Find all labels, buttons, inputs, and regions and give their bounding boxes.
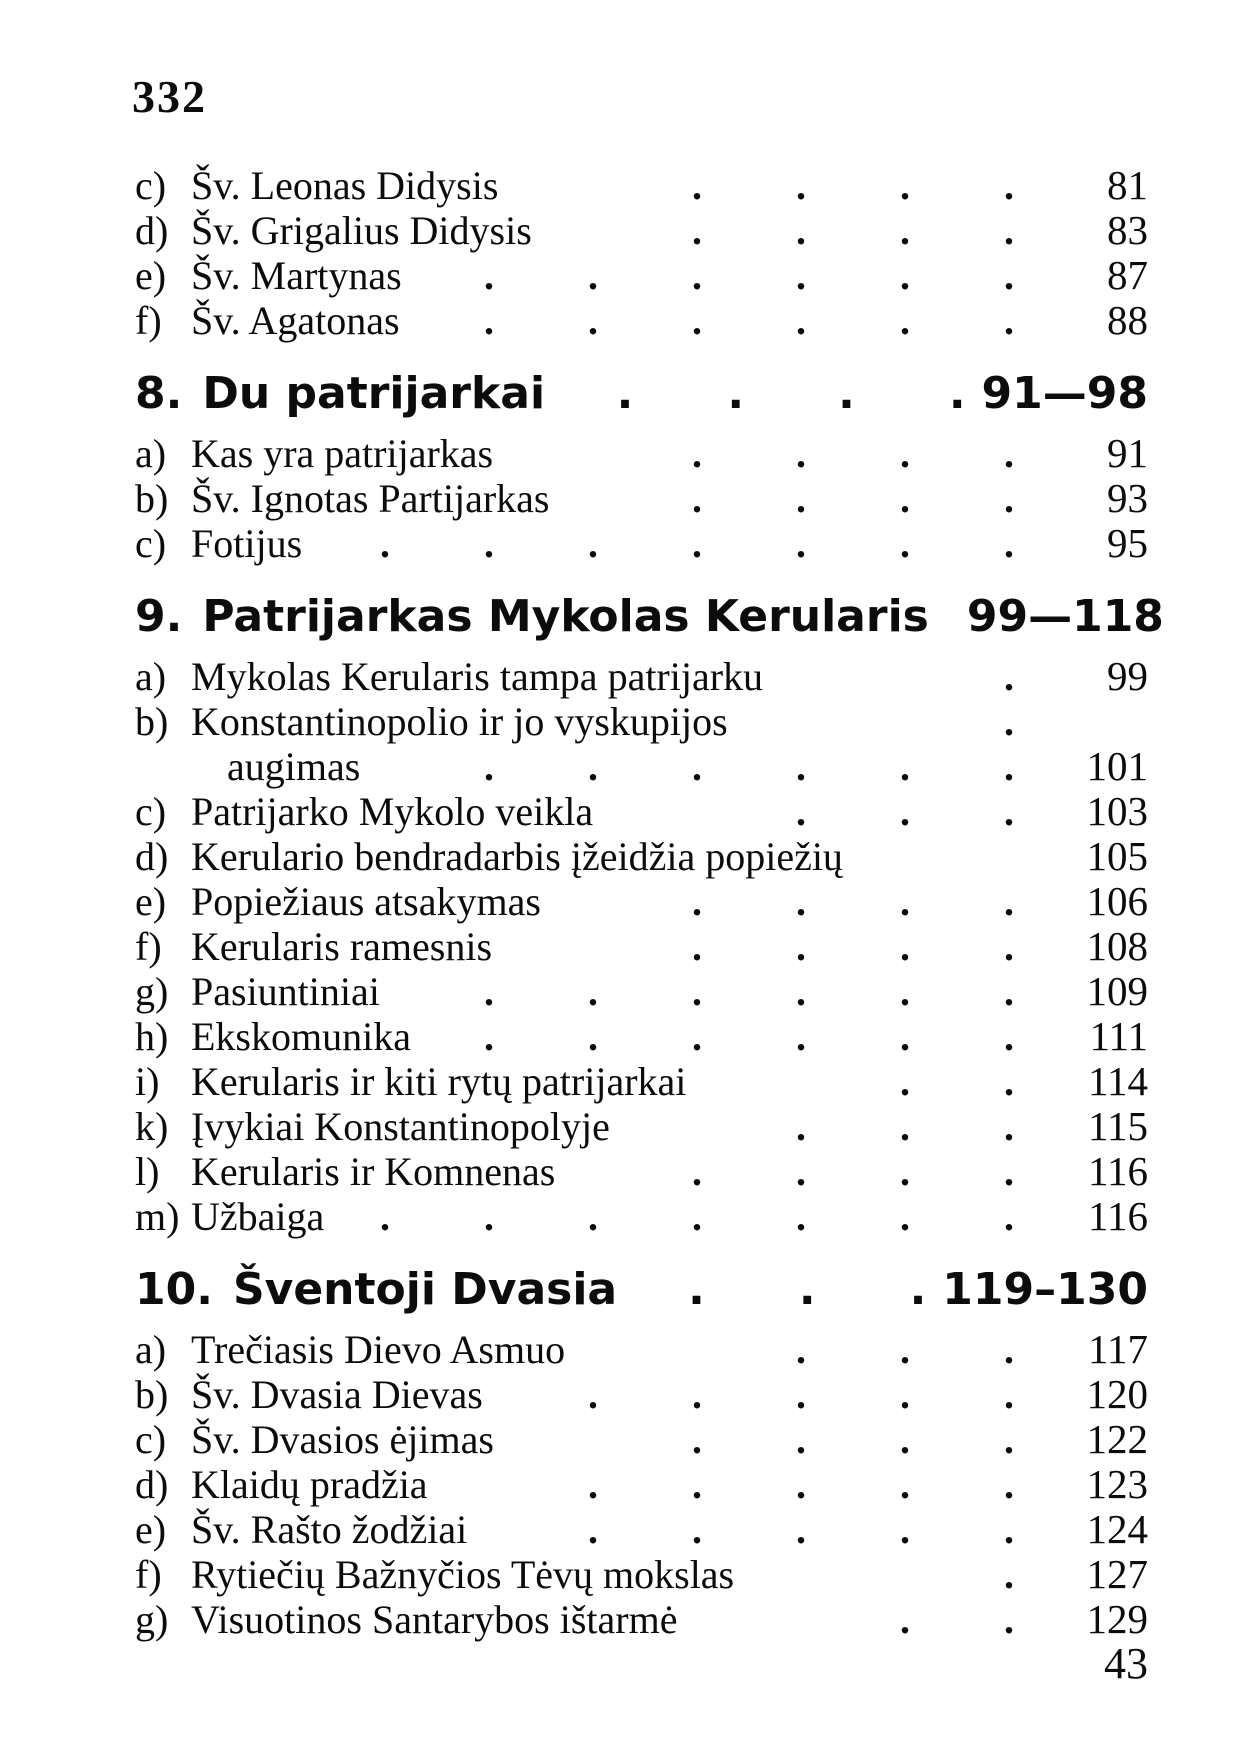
leader-dot: .	[692, 208, 702, 253]
entry-letter-label: f)	[135, 1552, 162, 1597]
leader-dots	[617, 1261, 942, 1319]
leader-dot: .	[900, 1327, 910, 1372]
leader-dot: .	[900, 969, 910, 1014]
leader-dot: .	[1004, 1417, 1014, 1462]
leader-dot: .	[692, 1507, 702, 1552]
entry-title: Šv. Grigalius Didysis	[191, 208, 532, 253]
entry-letter-label: d)	[135, 834, 169, 879]
leader-dot: .	[909, 1264, 927, 1315]
toc-entry-row	[135, 699, 1148, 744]
leader-dots	[532, 208, 1030, 253]
toc-heading-row	[135, 588, 1164, 646]
leader-dot: .	[900, 1372, 910, 1417]
leader-dot: .	[588, 1194, 598, 1239]
entry-letter-label: g)	[135, 969, 169, 1014]
entry-page-number: 120	[1086, 1371, 1148, 1417]
leader-dot: .	[1004, 969, 1014, 1014]
leader-dot: .	[692, 1194, 702, 1239]
leader-dot: .	[796, 924, 806, 969]
leader-dot: .	[692, 744, 702, 789]
entry-title: Ekskomunika	[191, 1014, 411, 1059]
leader-dots	[467, 1507, 1030, 1552]
entry-page-number: 117	[1088, 1326, 1148, 1372]
leader-dot: .	[1004, 1552, 1014, 1597]
entry-title: Užbaiga	[191, 1194, 325, 1239]
leader-dot: .	[900, 253, 910, 298]
toc-entry-row	[135, 1552, 1148, 1597]
leader-dot: .	[1004, 654, 1014, 699]
toc-entry-row	[135, 163, 1148, 208]
leader-dot: .	[796, 1104, 806, 1149]
toc-entry-row	[135, 969, 1148, 1014]
entry-page-number: 99	[1107, 653, 1148, 699]
leader-dot: .	[1004, 699, 1014, 744]
leader-dot: .	[588, 298, 598, 343]
leader-dots	[324, 1194, 1030, 1239]
entry-page-number: 109	[1086, 968, 1148, 1014]
entry-letter-label: e)	[135, 253, 167, 298]
entry-letter-label: e)	[135, 879, 167, 924]
leader-dot: .	[1004, 879, 1014, 924]
toc-entry-row	[135, 1372, 1148, 1417]
leader-dot: .	[796, 1372, 806, 1417]
entry-page-number: 93	[1107, 475, 1148, 521]
leader-dot: .	[1004, 789, 1014, 834]
leader-dot: .	[900, 924, 910, 969]
toc-entry-row	[135, 924, 1148, 969]
leader-dot: .	[588, 253, 598, 298]
leader-dot: .	[692, 1149, 702, 1194]
entry-page-number: 116	[1088, 1148, 1148, 1194]
leader-dots	[677, 1597, 1030, 1642]
toc-heading-row	[135, 1261, 1148, 1319]
entry-letter-label: c)	[135, 1417, 167, 1462]
leader-dots	[360, 744, 1030, 789]
leader-dot: .	[588, 1507, 598, 1552]
leader-dot: .	[900, 789, 910, 834]
entry-letter-label: f)	[135, 924, 162, 969]
entry-page-number: 95	[1107, 520, 1148, 566]
leader-dot: .	[692, 521, 702, 566]
leader-dot: .	[380, 1194, 390, 1239]
entry-letter-label: e)	[135, 1507, 167, 1552]
table-of-contents	[135, 162, 1164, 1642]
section-title: Šventoji Dvasia	[232, 1264, 618, 1315]
toc-entry-row	[135, 1014, 1148, 1059]
leader-dot: .	[1004, 521, 1014, 566]
leader-dot: .	[900, 431, 910, 476]
entry-title: Kerulario bendradarbis įžeidžia popiežių	[191, 834, 843, 879]
entry-page-number: 127	[1086, 1551, 1148, 1597]
leader-dots	[402, 253, 1030, 298]
leader-dots	[494, 1417, 1030, 1462]
leader-dot: .	[900, 1507, 910, 1552]
toc-entry-row	[135, 1462, 1148, 1507]
section-title: Patrijarkas Mykolas Kerularis	[202, 591, 929, 642]
entry-letter-label: b)	[135, 476, 169, 521]
leader-dot: .	[1004, 1372, 1014, 1417]
leader-dot: .	[1004, 1327, 1014, 1372]
leader-dot: .	[796, 1014, 806, 1059]
entry-title: Klaidų pradžia	[191, 1462, 428, 1507]
toc-entry-row	[135, 521, 1148, 566]
entry-page-number: 123	[1086, 1461, 1148, 1507]
entry-title: Fotijus	[191, 521, 303, 566]
leader-dot: .	[900, 1059, 910, 1104]
toc-entry-row	[135, 253, 1148, 298]
leader-dot: .	[1004, 1194, 1014, 1239]
leader-dot: .	[796, 1327, 806, 1372]
entry-page-number: 122	[1086, 1416, 1148, 1462]
entry-page-number: 105	[1086, 833, 1148, 879]
entry-page-number: 114	[1088, 1058, 1148, 1104]
toc-entry-row	[135, 1149, 1148, 1194]
entry-title: augimas	[227, 744, 361, 789]
leader-dot: .	[838, 368, 855, 419]
section-number: 9.	[135, 591, 183, 642]
leader-dot: .	[692, 476, 702, 521]
leader-dots	[763, 654, 1030, 699]
entry-page-number: 129	[1086, 1596, 1148, 1642]
leader-dot: .	[484, 253, 494, 298]
leader-dot: .	[1004, 1059, 1014, 1104]
entry-letter-label: b)	[135, 1372, 169, 1417]
leader-dots	[565, 1327, 1030, 1372]
leader-dot: .	[1004, 1507, 1014, 1552]
leader-dot: .	[588, 969, 598, 1014]
entry-title: Šv. Rašto žodžiai	[191, 1507, 468, 1552]
leader-dot: .	[1004, 1462, 1014, 1507]
entry-letter-label: m)	[135, 1194, 180, 1239]
leader-dot: .	[796, 298, 806, 343]
toc-entry-row	[135, 1507, 1148, 1552]
leader-dot: .	[798, 1264, 816, 1315]
leader-dot: .	[484, 969, 494, 1014]
leader-dot: .	[1004, 431, 1014, 476]
entry-letter-label: b)	[135, 699, 169, 744]
leader-dots	[541, 879, 1030, 924]
leader-dot: .	[484, 298, 494, 343]
entry-letter-label: l)	[135, 1149, 160, 1194]
leader-dot: .	[692, 1014, 702, 1059]
leader-dot: .	[796, 789, 806, 834]
entry-title: Šv. Agatonas	[191, 298, 400, 343]
leader-dot: .	[616, 368, 634, 419]
entry-letter-label: k)	[135, 1104, 169, 1149]
leader-dot: .	[1004, 298, 1014, 343]
toc-entry-row	[135, 654, 1148, 699]
entry-letter-label: i)	[135, 1059, 160, 1104]
entry-letter-label: a)	[135, 654, 167, 699]
leader-dot: .	[900, 208, 910, 253]
leader-dot: .	[796, 1462, 806, 1507]
leader-dot: .	[692, 879, 702, 924]
leader-dot: .	[1004, 208, 1014, 253]
entry-title: Konstantinopolio ir jo vyskupijos	[191, 699, 728, 744]
leader-dot: .	[588, 521, 598, 566]
leader-dots	[545, 365, 982, 423]
entry-letter-label: d)	[135, 1462, 169, 1507]
leader-dot: .	[796, 969, 806, 1014]
leader-dot: .	[796, 431, 806, 476]
entry-page-number: 91	[1107, 430, 1148, 476]
entry-title: Kerularis ir Komnenas	[191, 1149, 556, 1194]
leader-dot: .	[1004, 1597, 1014, 1642]
leader-dots	[555, 1149, 1030, 1194]
toc-entry-row	[135, 879, 1148, 924]
leader-dots	[593, 789, 1030, 834]
entry-page-number: 103	[1086, 788, 1148, 834]
leader-dot: .	[588, 1462, 598, 1507]
leader-dot: .	[484, 744, 494, 789]
entry-page-number: 106	[1086, 878, 1148, 924]
entry-title: Kerularis ir kiti rytų patrijarkai	[191, 1059, 687, 1104]
entry-page-number: 83	[1107, 207, 1148, 253]
leader-dots	[428, 1462, 1030, 1507]
leader-dots	[498, 163, 1030, 208]
leader-dot: .	[1004, 163, 1014, 208]
leader-dot: .	[796, 1149, 806, 1194]
leader-dots	[734, 1552, 1030, 1597]
leader-dot: .	[688, 1264, 705, 1315]
leader-dot: .	[1004, 1014, 1014, 1059]
leader-dot: .	[796, 744, 806, 789]
leader-dot: .	[692, 163, 702, 208]
leader-dot: .	[692, 1372, 702, 1417]
leader-dot: .	[1004, 924, 1014, 969]
entry-title: Kas yra patrijarkas	[191, 431, 494, 476]
entry-page-number: 115	[1088, 1103, 1148, 1149]
entry-page-number: 81	[1107, 162, 1148, 208]
entry-page-number: 108	[1086, 923, 1148, 969]
entry-letter-label: c)	[135, 521, 167, 566]
leader-dot: .	[1004, 476, 1014, 521]
leader-dot: .	[900, 298, 910, 343]
leader-dot: .	[692, 298, 702, 343]
section-page-range: 99—118	[966, 591, 1164, 642]
leader-dot: .	[588, 1372, 598, 1417]
leader-dot: .	[588, 1014, 598, 1059]
leader-dot: .	[1004, 253, 1014, 298]
leader-dot: .	[900, 1149, 910, 1194]
entry-title: Pasiuntiniai	[191, 969, 380, 1014]
leader-dot: .	[900, 879, 910, 924]
leader-dot: .	[796, 521, 806, 566]
leader-dot: .	[1004, 1104, 1014, 1149]
toc-entry-row	[135, 1597, 1148, 1642]
toc-entry-row	[135, 744, 1148, 789]
toc-entry-row	[135, 834, 1148, 879]
entry-letter-label: a)	[135, 1327, 167, 1372]
leader-dot: .	[727, 368, 745, 419]
toc-entry-row	[135, 1104, 1148, 1149]
leader-dot: .	[900, 163, 910, 208]
leader-dots	[411, 1014, 1030, 1059]
leader-dots	[686, 1059, 1030, 1104]
entry-title: Trečiasis Dievo Asmuo	[191, 1327, 566, 1372]
leader-dots	[549, 476, 1030, 521]
entry-page-number: 124	[1086, 1506, 1148, 1552]
leader-dot: .	[796, 879, 806, 924]
toc-entry-row	[135, 298, 1148, 343]
section-number: 8.	[135, 368, 183, 419]
toc-entry-row	[135, 789, 1148, 834]
section-number: 10.	[135, 1264, 213, 1315]
entry-title: Visuotinos Santarybos ištarmė	[191, 1597, 678, 1642]
entry-title: Šv. Leonas Didysis	[191, 163, 499, 208]
entry-letter-label: d)	[135, 208, 169, 253]
leader-dot: .	[484, 1014, 494, 1059]
leader-dots	[492, 924, 1030, 969]
toc-entry-row	[135, 1327, 1148, 1372]
entry-title: Popiežiaus atsakymas	[191, 879, 541, 924]
leader-dot: .	[380, 521, 390, 566]
toc-entry-row	[135, 476, 1148, 521]
leader-dot: .	[900, 1194, 910, 1239]
entry-title: Kerularis ramesnis	[191, 924, 493, 969]
entry-title: Šv. Martynas	[191, 253, 402, 298]
leader-dot: .	[900, 744, 910, 789]
leader-dot: .	[900, 1597, 910, 1642]
entry-letter-label: c)	[135, 163, 167, 208]
page-number-bottom: 43	[1104, 1639, 1148, 1688]
leader-dot: .	[796, 1417, 806, 1462]
entry-page-number: 101	[1086, 743, 1148, 789]
toc-entry-row	[135, 1417, 1148, 1462]
leader-dot: .	[1004, 744, 1014, 789]
entry-title: Įvykiai Konstantinopolyje	[191, 1104, 610, 1149]
leader-dot: .	[692, 431, 702, 476]
leader-dot: .	[900, 1014, 910, 1059]
entry-letter-label: a)	[135, 431, 167, 476]
leader-dots	[493, 431, 1030, 476]
toc-entry-row	[135, 431, 1148, 476]
leader-dot: .	[588, 744, 598, 789]
entry-title: Patrijarko Mykolo veikla	[191, 789, 594, 834]
entry-title: Rytiečių Bažnyčios Tėvų mokslas	[191, 1552, 735, 1597]
entry-page-number: 88	[1107, 297, 1148, 343]
leader-dot: .	[484, 1194, 494, 1239]
leader-dot: .	[1004, 1149, 1014, 1194]
entry-title: Šv. Ignotas Partijarkas	[191, 476, 550, 521]
leader-dot: .	[796, 208, 806, 253]
entry-letter-label: h)	[135, 1014, 169, 1059]
leader-dots	[380, 969, 1030, 1014]
entry-title: Šv. Dvasia Dievas	[191, 1372, 483, 1417]
entry-page-number: 87	[1107, 252, 1148, 298]
leader-dots	[728, 699, 1030, 744]
toc-entry-row	[135, 208, 1148, 253]
page-number-top: 332	[132, 71, 207, 122]
entry-page-number: 111	[1089, 1013, 1148, 1059]
section-page-range: 119–130	[942, 1264, 1148, 1315]
leader-dot: .	[900, 476, 910, 521]
section-page-range: 91—98	[981, 368, 1148, 419]
entry-title: Mykolas Kerularis tampa patrijarku	[191, 654, 764, 699]
toc-entry-row	[135, 1194, 1148, 1239]
leader-dot: .	[796, 1507, 806, 1552]
leader-dot: .	[796, 253, 806, 298]
leader-dot: .	[948, 368, 966, 419]
leader-dot: .	[900, 1417, 910, 1462]
leader-dots	[302, 521, 1030, 566]
leader-dot: .	[484, 521, 494, 566]
entry-letter-label: g)	[135, 1597, 169, 1642]
leader-dot: .	[900, 1462, 910, 1507]
leader-dots	[400, 298, 1030, 343]
leader-dot: .	[900, 521, 910, 566]
leader-dot: .	[900, 1104, 910, 1149]
leader-dots	[483, 1372, 1030, 1417]
toc-entry-row	[135, 1059, 1148, 1104]
leader-dot: .	[692, 1462, 702, 1507]
entry-letter-label: f)	[135, 298, 162, 343]
leader-dot: .	[692, 253, 702, 298]
leader-dots	[610, 1104, 1030, 1149]
leader-dot: .	[796, 163, 806, 208]
leader-dot: .	[692, 1417, 702, 1462]
leader-dot: .	[692, 924, 702, 969]
leader-dot: .	[692, 969, 702, 1014]
entry-title: Šv. Dvasios ėjimas	[191, 1417, 494, 1462]
leader-dot: .	[796, 476, 806, 521]
entry-page-number: 116	[1088, 1193, 1148, 1239]
entry-letter-label: c)	[135, 789, 167, 834]
leader-dot: .	[796, 1194, 806, 1239]
section-title: Du patrijarkai	[202, 368, 546, 419]
toc-heading-row	[135, 365, 1148, 423]
